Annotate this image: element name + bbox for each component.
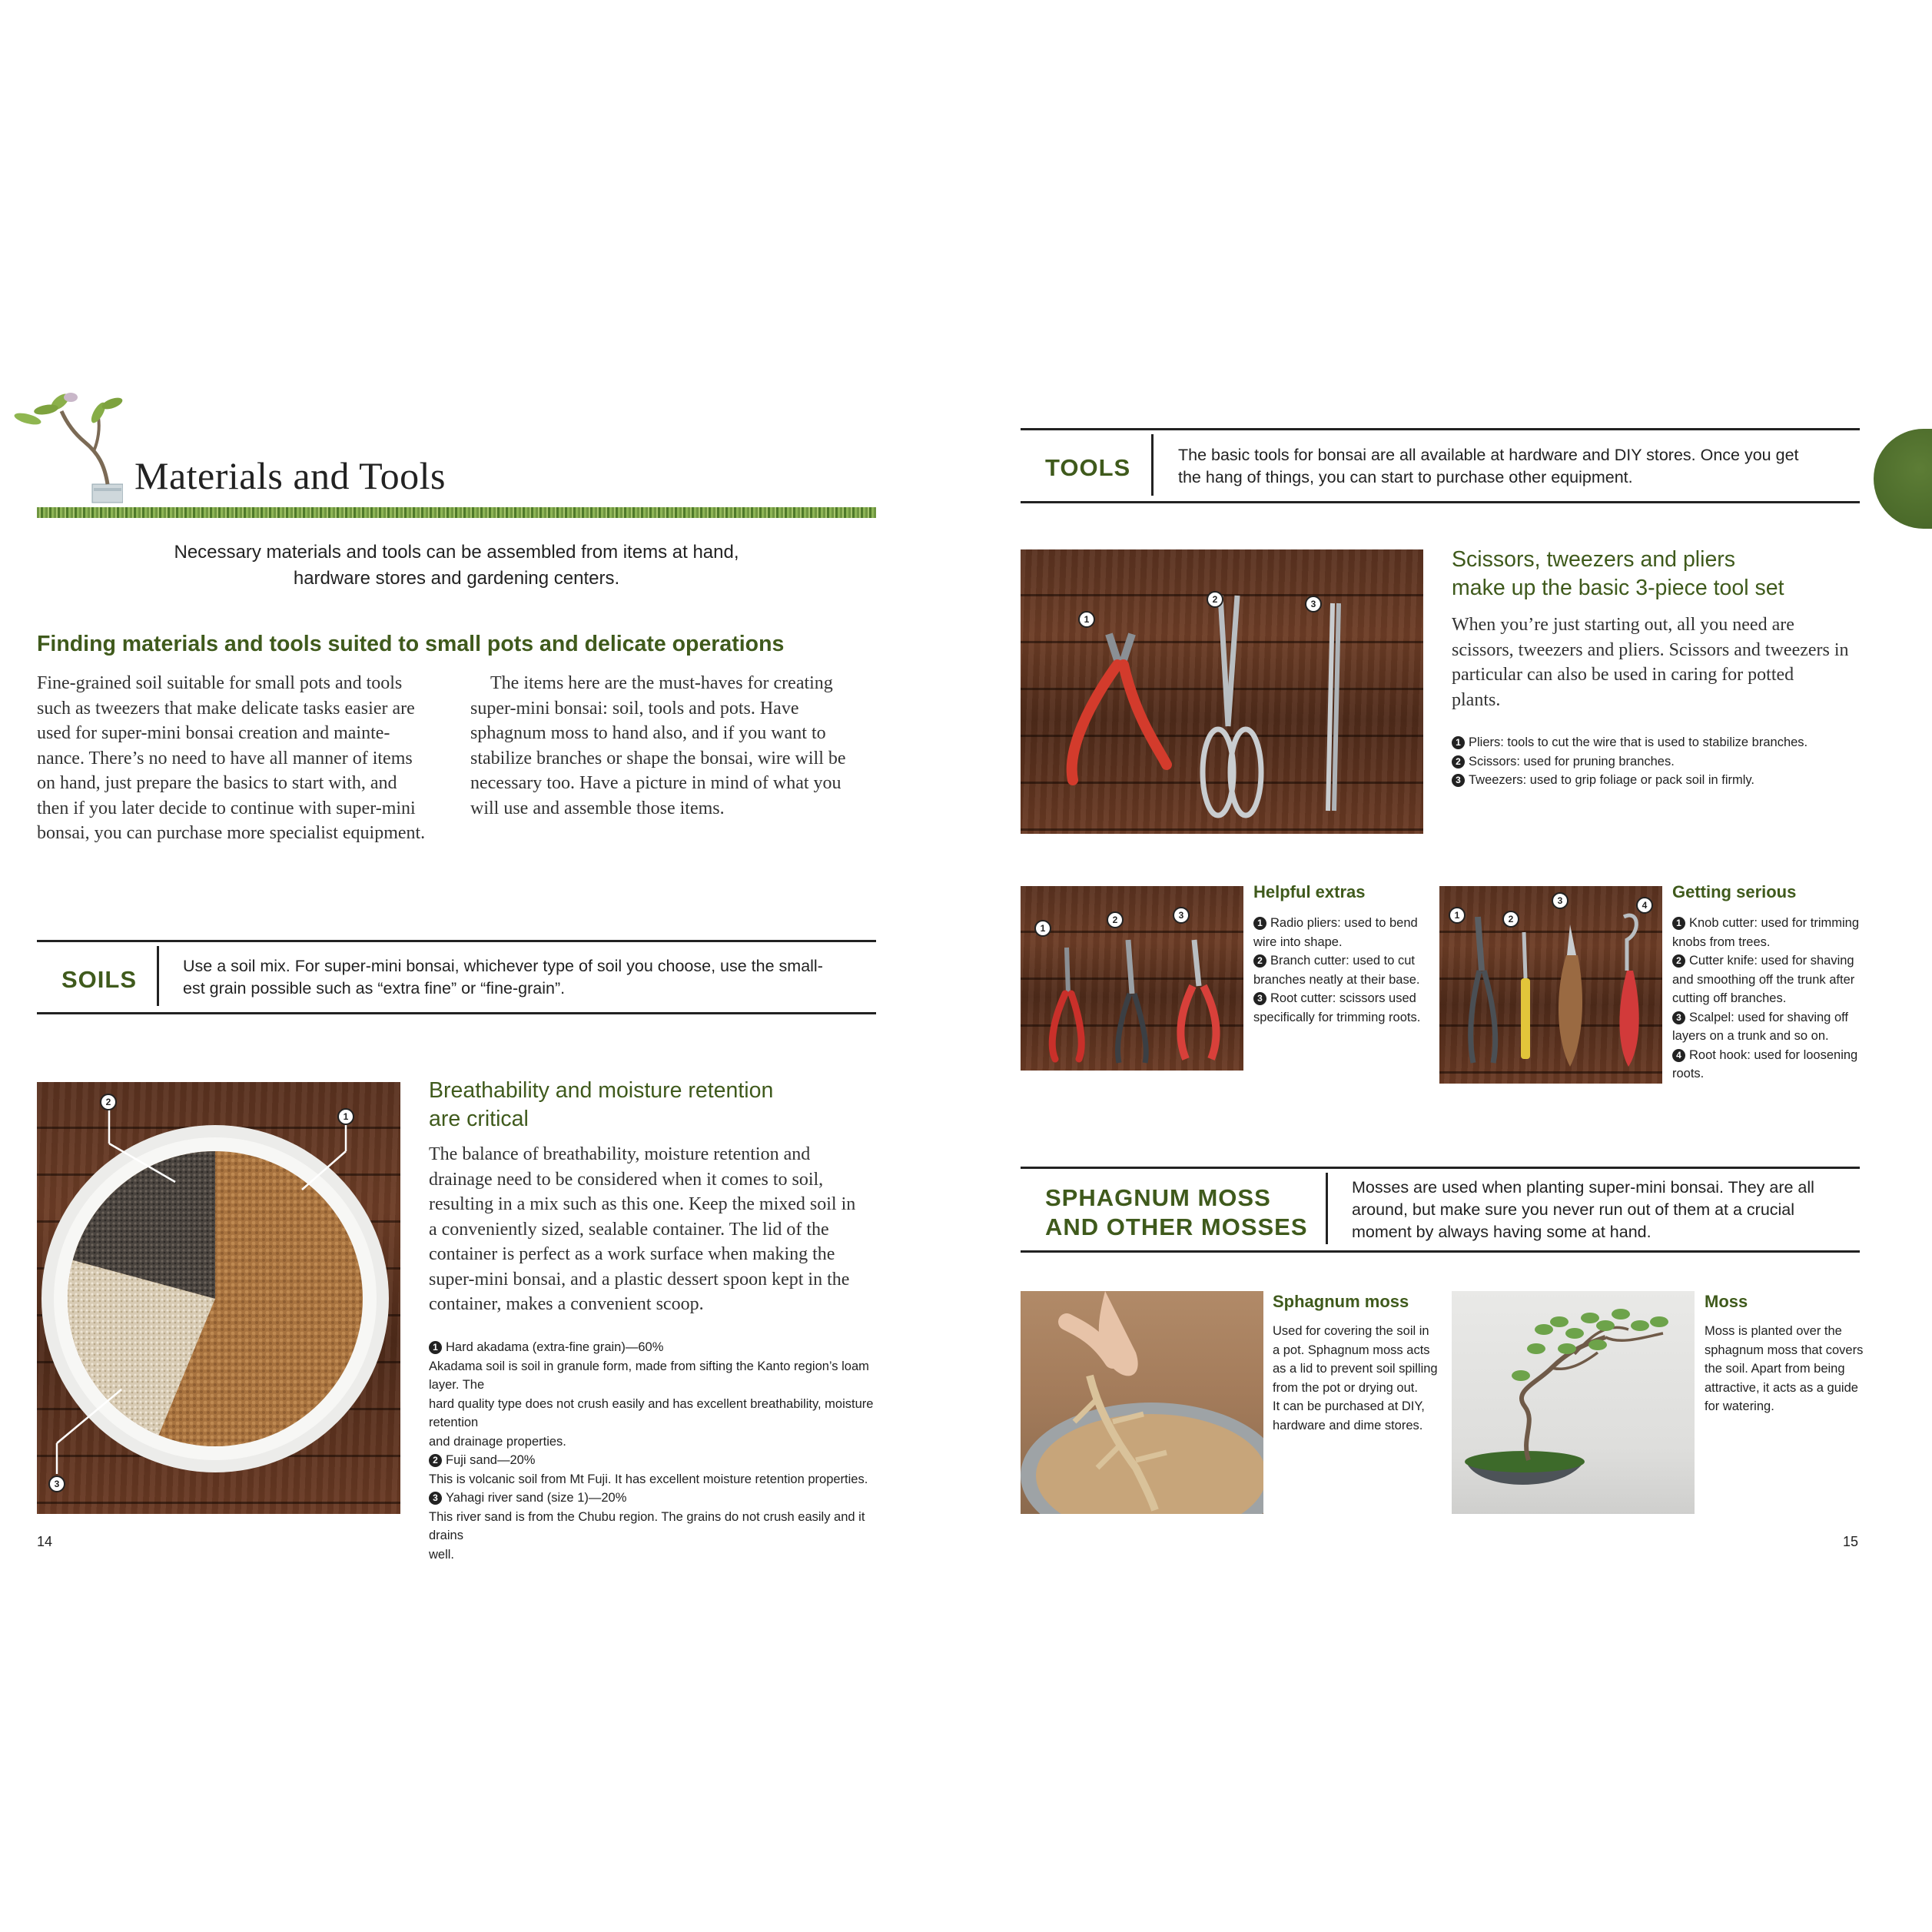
body-line: then if you later decide to continue with super-mini xyxy=(37,798,416,818)
bonsai-logo-icon xyxy=(8,380,123,503)
body-line: When you’re just starting out, all you need are xyxy=(1452,615,1794,635)
basic-set-heading xyxy=(1452,546,1784,603)
tools-text xyxy=(1178,444,1799,489)
number-badge: 2 xyxy=(1253,954,1266,968)
list-item: wire into shape. xyxy=(1253,934,1343,949)
intro-line: Necessary materials and tools can be assembled from items at hand, xyxy=(174,542,739,563)
body-line: necessary too. Have a picture in mind of what you xyxy=(470,773,842,793)
callout-2: 2 xyxy=(100,1094,117,1110)
note-line: 2 Fuji sand—20% xyxy=(429,1451,890,1470)
note-line: This river sand is from the Chubu region. The grains do not crush easily and it drains xyxy=(429,1509,865,1542)
callout-2: 2 xyxy=(1107,911,1124,928)
body-line: stabilize branches or shape the bonsai, wire will be xyxy=(470,748,846,768)
body-line: resulting in a mix such as this one. Keep the mixed soil in xyxy=(429,1194,856,1214)
sphagnum-photo xyxy=(1021,1291,1263,1514)
list-item: 2 Branch cutter: used to cut xyxy=(1253,951,1430,971)
callout-4: 4 xyxy=(1636,897,1653,914)
body-line: will use and assemble those items. xyxy=(470,798,725,818)
sphagnum-heading: Sphagnum moss xyxy=(1273,1292,1409,1311)
heading-line: are critical xyxy=(429,1107,529,1131)
list-item: 3 Scalpel: used for shaving off xyxy=(1672,1008,1872,1027)
soils-bottom-rule xyxy=(37,1012,876,1014)
list-item: 1 Knob cutter: used for trimming xyxy=(1672,914,1872,933)
mosses-divider xyxy=(1326,1173,1328,1244)
chapter-tab xyxy=(1874,429,1932,529)
moss-bonsai-illustration xyxy=(1452,1291,1695,1514)
number-badge: 1 xyxy=(1253,917,1266,930)
number-badge: 4 xyxy=(1672,1049,1685,1062)
number-badge: 2 xyxy=(1452,755,1465,768)
page-number-right: 15 xyxy=(1843,1534,1859,1549)
note-line: hard quality type does not crush easily and has excellent breathability, moisture retention xyxy=(429,1396,874,1429)
body-line: The items here are the must-haves for creating xyxy=(490,673,833,693)
list-item: branches neatly at their base. xyxy=(1253,972,1420,987)
soils-line: Use a soil mix. For super-mini bonsai, whichever type of soil you choose, use the small- xyxy=(183,957,823,975)
callout-1: 1 xyxy=(1078,611,1095,628)
helpful-extras-photo xyxy=(1021,886,1243,1071)
callout-3: 3 xyxy=(1173,907,1190,924)
body-line: bonsai, you can purchase more specialist equipment. xyxy=(37,823,426,843)
mosses-label xyxy=(1045,1183,1308,1242)
number-badge: 3 xyxy=(1672,1011,1685,1024)
soils-text xyxy=(183,955,823,1000)
body-column-1 xyxy=(37,671,452,846)
subheading: Finding materials and tools suited to small pots and delicate operations xyxy=(37,632,785,656)
text-line: It can be purchased at DIY, xyxy=(1273,1399,1425,1413)
list-item: 2 Cutter knife: used for shaving xyxy=(1672,951,1872,971)
soil-bowl-illustration xyxy=(37,1082,400,1514)
sphagnum-text xyxy=(1273,1322,1442,1435)
body-line: on hand, just prepare the basics to start with, and xyxy=(37,773,397,793)
note-line: This is volcanic soil from Mt Fuji. It has excellent moisture retention properties. xyxy=(429,1472,868,1486)
callout-1: 1 xyxy=(1034,920,1051,937)
body-line: scissors, tweezers and pliers. Scissors and tweezers in xyxy=(1452,639,1849,660)
callout-3: 3 xyxy=(48,1476,65,1492)
text-line: Used for covering the soil in xyxy=(1273,1324,1429,1338)
tools-label: TOOLS xyxy=(1045,454,1131,481)
title-underline-grass xyxy=(37,507,876,518)
text-line: as a lid to prevent soil spilling xyxy=(1273,1362,1438,1376)
intro-text xyxy=(37,539,876,592)
list-item: 4 Root hook: used for loosening xyxy=(1672,1046,1872,1065)
note-line: 3 Yahagi river sand (size 1)—20% xyxy=(429,1489,890,1508)
list-item: knobs from trees. xyxy=(1672,934,1771,949)
body-line: Fine-grained soil suitable for small pots and tools xyxy=(37,673,403,693)
body-line: super-mini bonsai: soil, tools and pots. Have xyxy=(470,698,799,719)
serious-list xyxy=(1672,914,1872,1084)
mosses-label-line: AND OTHER MOSSES xyxy=(1045,1213,1308,1240)
basic-tools-photo xyxy=(1021,549,1423,834)
number-badge: 3 xyxy=(429,1492,442,1505)
body-column-2 xyxy=(470,671,878,821)
list-item: 1 Radio pliers: used to bend xyxy=(1253,914,1430,933)
list-item: roots. xyxy=(1672,1067,1705,1081)
heading-line: Scissors, tweezers and pliers xyxy=(1452,547,1736,572)
list-item: and smoothing off the trunk after xyxy=(1672,972,1855,987)
helpful-list xyxy=(1253,914,1430,1027)
text-line: sphagnum moss that covers xyxy=(1705,1343,1864,1357)
body-line: particular can also be used in caring for potted xyxy=(1452,665,1794,685)
callout-2: 2 xyxy=(1207,591,1223,608)
basic-set-body xyxy=(1452,612,1867,712)
mosses-line: Mosses are used when planting super-mini bonsai. They are all xyxy=(1352,1178,1814,1197)
body-line: sphagnum moss to hand also, and if you want to xyxy=(470,723,826,743)
callout-1: 1 xyxy=(337,1108,354,1125)
text-line: from the pot or drying out. xyxy=(1273,1380,1418,1395)
text-line: Moss is planted over the xyxy=(1705,1324,1842,1338)
heading-line: Breathability and moisture retention xyxy=(429,1078,774,1103)
note-line: Akadama soil is soil in granule form, made from sifting the Kanto region’s loam layer. The xyxy=(429,1359,869,1392)
note-line: 1 Hard akadama (extra-fine grain)—60% xyxy=(429,1338,890,1357)
note-line: and drainage properties. xyxy=(429,1434,566,1449)
list-item: 1 Pliers: tools to cut the wire that is used to stabilize branches. xyxy=(1452,733,1867,752)
soil-notes xyxy=(429,1338,890,1564)
callout-2: 2 xyxy=(1502,911,1519,928)
soils-label: SOILS xyxy=(61,966,138,993)
number-badge: 1 xyxy=(1672,917,1685,930)
soils-divider xyxy=(157,946,159,1006)
number-badge: 1 xyxy=(429,1341,442,1354)
callout-3: 3 xyxy=(1552,892,1569,909)
number-badge: 3 xyxy=(1253,992,1266,1005)
body-line: drainage need to be considered when it comes to soil, xyxy=(429,1169,824,1190)
basic-set-items xyxy=(1452,733,1867,790)
body-line: super-mini bonsai, and a plastic dessert spoon kept in the xyxy=(429,1269,850,1290)
text-line: the soil. Apart from being xyxy=(1705,1362,1845,1376)
text-line: attractive, it acts as a guide xyxy=(1705,1380,1858,1395)
tools-line: the hang of things, you can start to purchase other equipment. xyxy=(1178,468,1633,486)
body-line: such as tweezers that make delicate tasks easier are xyxy=(37,698,415,719)
text-line: hardware and dime stores. xyxy=(1273,1418,1423,1432)
body-line: plants. xyxy=(1452,689,1501,710)
number-badge: 3 xyxy=(1452,774,1465,787)
serious-heading: Getting serious xyxy=(1672,882,1797,901)
text-line: a pot. Sphagnum moss acts xyxy=(1273,1343,1430,1357)
getting-serious-photo xyxy=(1439,886,1662,1084)
moss-heading: Moss xyxy=(1705,1292,1748,1311)
body-line: a conveniently sized, sealable container. The lid of the xyxy=(429,1219,829,1240)
basic-tools-illustration xyxy=(1021,549,1423,834)
mosses-line: moment by always having some at hand. xyxy=(1352,1223,1651,1241)
body-line: nance. There’s no need to have all manner of items xyxy=(37,748,413,768)
number-badge: 1 xyxy=(1452,736,1465,749)
body-line: container is perfect as a work surface when making the xyxy=(429,1244,835,1264)
list-item: specifically for trimming roots. xyxy=(1253,1010,1421,1024)
list-item: 2 Scissors: used for pruning branches. xyxy=(1452,752,1867,772)
mosses-top-rule xyxy=(1021,1167,1860,1169)
breathability-heading xyxy=(429,1077,773,1134)
getting-serious-illustration xyxy=(1439,886,1662,1084)
soils-top-rule xyxy=(37,940,876,942)
body-line: container, makes a convenient scoop. xyxy=(429,1294,704,1314)
helpful-heading: Helpful extras xyxy=(1253,882,1366,901)
mosses-bottom-rule xyxy=(1021,1250,1860,1253)
list-item: 3 Tweezers: used to grip foliage or pack soil in firmly. xyxy=(1452,771,1867,790)
mosses-label-line: SPHAGNUM MOSS xyxy=(1045,1184,1271,1211)
callout-1: 1 xyxy=(1449,907,1466,924)
intro-line: hardware stores and gardening centers. xyxy=(293,568,620,589)
list-item: layers on a trunk and so on. xyxy=(1672,1029,1829,1043)
body-line: The balance of breathability, moisture retention and xyxy=(429,1144,811,1164)
callout-3: 3 xyxy=(1305,596,1322,612)
list-item: 3 Root cutter: scissors used xyxy=(1253,989,1430,1008)
number-badge: 2 xyxy=(429,1454,442,1467)
page-title: Materials and Tools xyxy=(134,454,446,497)
tools-line: The basic tools for bonsai are all available at hardware and DIY stores. Once you get xyxy=(1178,446,1799,464)
tools-bottom-rule xyxy=(1021,501,1860,503)
text-line: for watering. xyxy=(1705,1399,1774,1413)
moss-bonsai-photo xyxy=(1452,1291,1695,1514)
note-line: well. xyxy=(429,1547,455,1562)
helpful-extras-illustration xyxy=(1021,886,1243,1071)
breathability-body xyxy=(429,1142,882,1317)
heading-line: make up the basic 3-piece tool set xyxy=(1452,576,1784,600)
soil-mix-photo xyxy=(37,1082,400,1514)
mosses-line: around, but make sure you never run out of them at a crucial xyxy=(1352,1200,1795,1219)
moss-text xyxy=(1705,1322,1874,1416)
sphagnum-illustration xyxy=(1021,1291,1263,1514)
list-item: cutting off branches. xyxy=(1672,991,1787,1005)
number-badge: 2 xyxy=(1672,954,1685,968)
mosses-text xyxy=(1352,1177,1814,1243)
soils-line: est grain possible such as “extra fine” or “fine-grain”. xyxy=(183,979,566,998)
page-number-left: 14 xyxy=(37,1534,53,1549)
tools-divider xyxy=(1151,434,1154,496)
body-line: used for super-mini bonsai creation and mainte- xyxy=(37,723,390,743)
tools-top-rule xyxy=(1021,428,1860,430)
